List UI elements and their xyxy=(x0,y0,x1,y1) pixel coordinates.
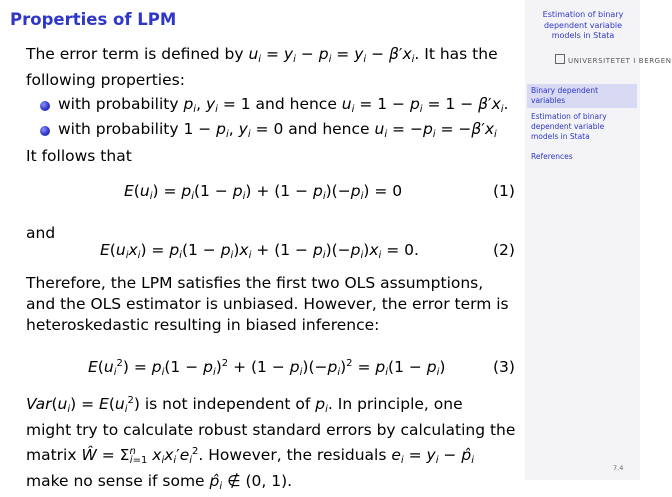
variance-paragraph: $Var(u_i) = E(u_i^2)$ is not independent of $p_i$. In principle, one might try to calculate robust standard errors by calculating the matrix Ŵ = $\Sigma^n_{i=1}$ $x_ix_i'e_i^2$. However, the residuals $e_i = y_i$ − $p̂_i$ make no sense if some $p̂_i$ ∉ (0, 1). xyxy=(26,395,516,492)
equation-3-number: (3) xyxy=(493,358,515,376)
seal-icon xyxy=(555,54,565,64)
equation-3: $E(u_i^2) = p_i(1 - p_i)^2 + (1 - p_i)(-p_i)^2 = p_i(1 - p_i)$ xyxy=(88,358,446,378)
university-logo xyxy=(555,54,672,65)
logo-text: UNIVERSITETET I BERGEN xyxy=(568,57,672,65)
intro-paragraph: The error term is defined by $u_i = y_i - p_i = y_i - \beta'x_i$. It has the following properties: xyxy=(26,45,498,89)
slide-title: Properties of LPM xyxy=(10,10,177,29)
sidebar-title: Estimation of binary dependent variable models in Stata xyxy=(542,10,624,40)
bullet-icon xyxy=(40,126,50,136)
equation-2: $E(u_ix_i) = p_i(1 - p_i)x_i + (1 - p_i)(-p_i)x_i = 0$. xyxy=(100,241,419,261)
equation-1-number: (1) xyxy=(493,182,515,200)
and-text: and xyxy=(26,224,56,242)
therefore-paragraph: Therefore, the LPM satisfies the first two OLS assumptions, and the OLS estimator is unbiased. However, the error term is heteroskedastic resulting in biased inference: xyxy=(26,274,509,334)
equation-1: $E(u_i) = p_i(1 - p_i) + (1 - p_i)(-p_i) = 0$ xyxy=(124,182,403,202)
sidebar-item-binary-dependent-variables[interactable]: Binary dependent variables xyxy=(527,84,637,108)
equation-2-number: (2) xyxy=(493,241,515,259)
sidebar-item-references[interactable]: References xyxy=(531,152,573,161)
sidebar-item-estimation[interactable]: Estimation of binary dependent variable models in Stata xyxy=(531,112,607,141)
bullet-icon xyxy=(40,101,50,111)
page-number: 7.4 xyxy=(613,464,624,472)
sidebar xyxy=(525,0,672,480)
bullet-1: with probability $p_i$, $y_i = 1$ and hence $u_i = 1 - p_i = 1 - \beta'x_i$. xyxy=(58,95,509,115)
bullet-2: with probability $1 - p_i$, $y_i = 0$ and hence $u_i = -p_i = -\beta'x_i$ xyxy=(58,120,497,140)
follows-text: It follows that xyxy=(26,147,132,165)
